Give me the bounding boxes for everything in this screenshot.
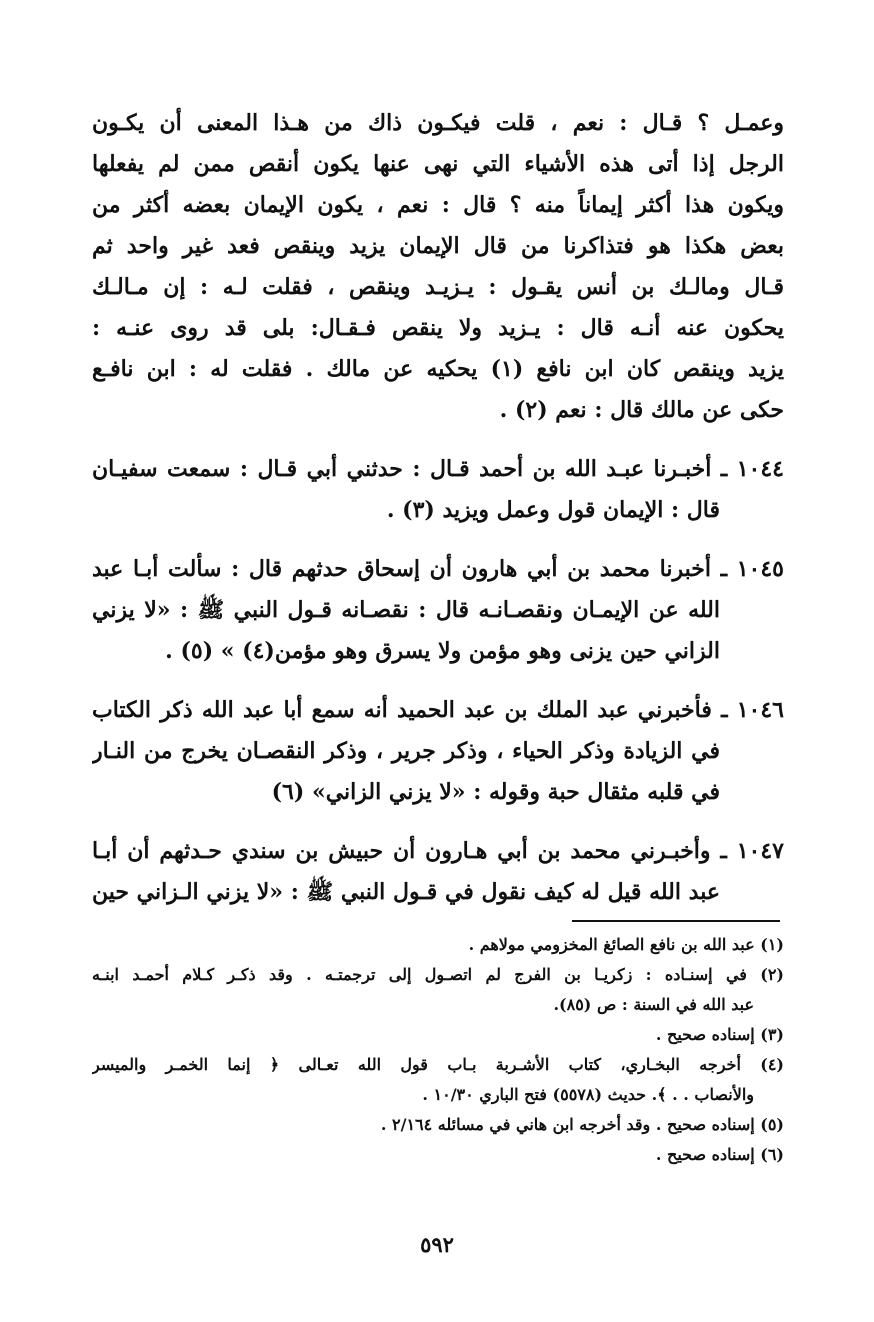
footnote-6: (٦) إسناده صحيح . xyxy=(655,1145,784,1164)
text-line: ١٠٤٦ ـ فأخبرني عبد الملك بن عبد الحميد أنه سمع أبا عبد الله ذكر الكتاب xyxy=(92,697,784,723)
text-line: وعمـل ؟ قـال : نعم ، قلت فيكـون ذاك من هـذا المعنى أن يكـون xyxy=(92,110,784,136)
footnote-separator xyxy=(572,920,780,922)
text-line: ١٠٤٤ ـ أخبـرنا عبـد الله بن أحمد قـال : حدثني أبي قـال : سمعت سفيـان xyxy=(92,456,784,482)
footnote-1: (١) عبد الله بن نافع الصائغ المخزومي مولاهم . xyxy=(468,935,784,954)
footnote-2: (٢) في إسنـاده : زكريـا بن الفرج لم اتصـول إلى ترجمتـه . وقد ذكـر كـلام أحمـد ابنـه xyxy=(92,965,784,984)
footnote-2-continuation: عبد الله في السنة : ص (٨٥). xyxy=(553,995,754,1014)
text-line: ١٠٤٥ ـ أخبرنا محمد بن أبي هارون أن إسحاق حدثهم قال : سألت أبـا عبد xyxy=(92,556,784,582)
hadith-1044 xyxy=(92,449,784,531)
text-line: قـال ومالـك بن أنس يقـول : يـزيـد وينقص ، فقلت لـه : إن مـالـك xyxy=(92,274,784,300)
footnote-3: (٣) إسناده صحيح . xyxy=(655,1025,784,1044)
text-line: يحكون عنه أنـه قال : يـزيد ولا ينقص فـقـال: بلى قد روى عنـه : xyxy=(92,315,784,341)
text-line: الزاني حين يزنى وهو مؤمن ولا يسرق وهو مؤمن(٤) » (٥) . xyxy=(165,638,720,664)
hadith-1047 xyxy=(92,831,784,913)
text-line: ويكون هذا أكثر إيماناً منه ؟ قال : نعم ، يكون الإيمان بعضه أكثر من xyxy=(92,192,784,218)
hadith-1046 xyxy=(92,690,784,813)
text-line: الله عن الإيمـان ونقصـانـه قال : نقصـانه قـول النبي ﷺ : «لا يزني xyxy=(92,597,720,623)
footnotes xyxy=(92,930,784,1170)
paragraph-continuation xyxy=(92,103,784,431)
text-line: ١٠٤٧ ـ وأخبـرني محمد بن أبي هـارون أن حبيش بن سندي حـدثهم أن أبـا xyxy=(92,838,784,864)
footnote-4: (٤) أخرجه البخـاري، كتاب الأشـربة بـاب قول الله تعـالى ﴿ إنما الخمـر والميسر xyxy=(92,1055,784,1074)
hadith-1045 xyxy=(92,549,784,672)
main-text xyxy=(92,103,784,913)
text-line: في الزيادة وذكر الحياء ، وذكر جرير ، وذكر النقصـان يخرج من النـار xyxy=(92,738,720,764)
text-line: بعض هكذا هو فتذاكرنا من قال الإيمان يزيد وينقص فعد غير واحد ثم xyxy=(92,233,784,259)
text-line: في قلبه مثقال حبة وقوله : «لا يزني الزاني» (٦) xyxy=(271,779,720,805)
text-line: قال : الإيمان قول وعمل ويزيد (٣) . xyxy=(386,497,720,523)
text-line: يزيد وينقص كان ابن نافع (١) يحكيه عن مالك . فقلت له : ابن نافـع xyxy=(92,356,784,382)
text-line: عبد الله قيل له كيف نقول في قـول النبي ﷺ : «لا يزني الـزاني حين xyxy=(92,879,720,905)
text-line: حكى عن مالك قال : نعم (٢) . xyxy=(499,397,784,423)
footnote-4-continuation: والأنصاب . . ﴾. حديث (٥٥٧٨) فتح الباري ١٠/٣٠ . xyxy=(422,1085,754,1104)
text-line: الرجل إذا أتى هذه الأشياء التي نهى عنها يكون أنقص ممن لم يفعلها xyxy=(92,151,784,177)
page-number: ٥٩٢ xyxy=(420,1232,454,1257)
footnote-5: (٥) إسناده صحيح . وقد أخرجه ابن هاني في مسائله ٢/١٦٤ . xyxy=(380,1115,784,1134)
